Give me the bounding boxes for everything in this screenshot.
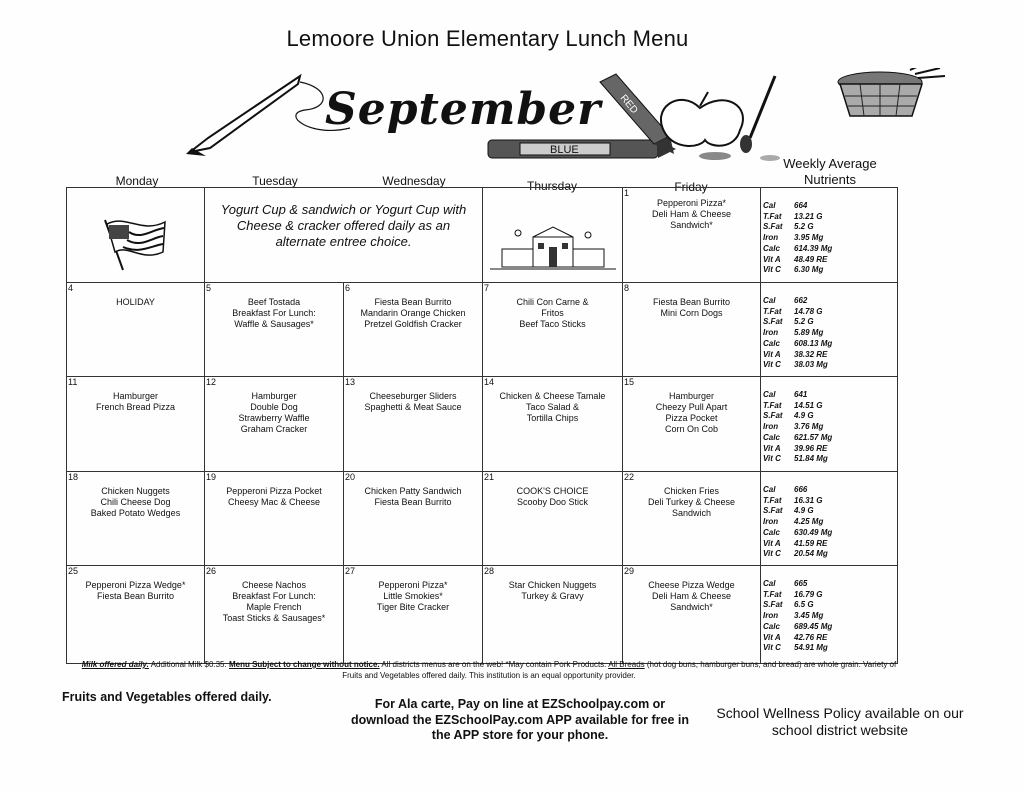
day-cell [623,472,761,566]
nutrient-row [763,643,897,654]
nutrient-name: Iron [763,517,779,527]
month-title: September [325,84,602,135]
date-number: 4 [68,283,74,293]
menu-items: Chicken & Cheese Tamale Taco Salad & Tortilla Chips [499,391,606,423]
nutrient-name: Vit C [763,265,781,275]
date-number: 15 [624,377,635,387]
date-number: 21 [484,472,495,482]
nutrient-value: 630.49 Mg [794,527,833,537]
nutrient-name: Calc [763,338,780,348]
day-cell [623,566,761,664]
menu-items: Beef Tostada Breakfast For Lunch: Waffle & Sausages* [232,297,316,329]
day-cell [483,566,623,664]
apple-icon [661,92,743,146]
day-cell [483,283,623,377]
nutrient-name: T.Fat [763,589,782,599]
nutrient-row [763,517,897,528]
day-cell [67,188,205,283]
week-row [67,566,898,664]
day-cell [483,377,623,472]
nutrient-value: 3.76 Mg [794,422,824,432]
menu-items: Pepperoni Pizza Pocket Cheesy Mac & Cheese [226,486,322,507]
nutrient-value: 14.51 G [794,400,823,410]
day-cell [483,188,623,283]
nutrient-row [763,350,897,361]
nutrient-row [763,579,897,590]
american-flag-icon [101,212,171,272]
nutrient-row [763,328,897,339]
nutrient-name: Iron [763,611,779,621]
day-cell [67,566,205,664]
nutrient-value: 662 [794,296,808,305]
nutrient-row [763,528,897,539]
nutrient-name: Cal [763,296,776,305]
nutrient-name: Vit A [763,349,781,359]
week-row [67,472,898,566]
nutrient-row [763,444,897,455]
nutrient-name: S.Fat [763,317,783,327]
nutrient-list [761,188,897,276]
nutrient-row [763,485,897,496]
pencil-icon [186,76,300,156]
week-row [67,188,898,283]
nutrient-row [763,401,897,412]
day-cell [344,472,483,566]
nutrient-row [763,360,897,371]
nutrient-value: 5.2 G [794,222,814,232]
nutrient-name: Vit C [763,454,781,464]
day-header-friday: Friday [674,180,708,194]
nutrient-name: Iron [763,328,779,338]
blue-crayon-label: BLUE [550,144,579,156]
nutrient-value: 4.9 G [794,506,814,516]
nutrient-value: 20.54 Mg [794,549,828,559]
nutrient-value: 5.2 G [794,317,814,327]
nutrient-value: 42.76 RE [794,632,828,642]
date-number: 22 [624,472,635,482]
week-row [67,377,898,472]
nutrient-name: T.Fat [763,306,782,316]
menu-footnote [74,659,904,681]
page-title: Lemoore Union Elementary Lunch Menu [286,26,689,51]
nutrient-name: Cal [763,485,776,494]
nutrient-list [761,566,897,654]
nutrient-name: Calc [763,432,780,442]
nutrient-name: Vit A [763,538,781,548]
date-number: 27 [345,566,356,576]
date-number: 12 [206,377,217,387]
menu-calendar [66,187,897,663]
date-number: 25 [68,566,79,576]
day-cell [623,188,761,283]
nutrient-value: 38.03 Mg [794,360,828,370]
menu-items: Cheese Pizza Wedge Deli Ham & Cheese Sandwich* [648,580,735,612]
nutrient-value: 614.39 Mg [794,243,833,253]
nutrient-row [763,633,897,644]
nutrient-row [763,539,897,550]
nutrient-value: 666 [794,485,808,494]
nutrient-name: T.Fat [763,495,782,505]
day-cell [67,472,205,566]
vegetable-basket-icon [838,68,945,116]
nutrient-list [761,283,897,371]
date-number: 11 [68,377,78,387]
nutrient-name: Calc [763,621,780,631]
day-cell [623,377,761,472]
date-number: 28 [484,566,495,576]
nutrient-row [763,265,897,276]
menu-items: Hamburger French Bread Pizza [95,391,176,412]
date-number: 1 [624,188,630,198]
nutrient-value: 39.96 RE [794,443,828,453]
subject-note: Menu Subject to change without notice. [228,660,380,669]
nutrient-value: 641 [794,390,808,399]
additional-milk-note: Additional Milk $0.35. [148,660,229,669]
day-header-tuesday: Tuesday [252,174,298,188]
nutrient-list [761,377,897,465]
day-header-monday: Monday [115,174,159,188]
nutrient-name: Vit C [763,549,781,559]
nutrient-name: Vit A [763,443,781,453]
day-cell [483,472,623,566]
nutrient-value: 6.30 Mg [794,265,824,275]
day-header-wednesday: Wednesday [382,174,446,188]
nutrient-row [763,496,897,507]
day-cell [205,377,344,472]
menu-items: Chicken Fries Deli Turkey & Cheese Sandwich [647,486,736,518]
day-cell [67,377,205,472]
blue-crayon-icon [488,140,676,158]
nutrient-name: S.Fat [763,411,783,421]
date-number: 29 [624,566,635,576]
nutrient-row [763,590,897,601]
menu-items: HOLIDAY [116,297,155,307]
nutrient-row [763,222,897,233]
nutrient-value: 48.49 RE [794,254,828,264]
nutrient-name: S.Fat [763,506,783,516]
payment-note: For Ala carte, Pay on line at EZSchoolpay.com or download the EZSchoolPay.com APP available for free in the APP store for your phone. [350,697,690,742]
nutrient-row [763,611,897,622]
nutrient-value: 14.78 G [794,306,823,316]
menu-items: Pepperoni Pizza* Little Smokies* Tiger Bite Cracker [376,580,450,612]
nutrient-name: Cal [763,390,776,399]
nutrient-value: 4.25 Mg [794,517,824,527]
nutrient-row [763,390,897,401]
day-cell [205,472,344,566]
school-building-icon [488,223,618,273]
menu-items: Hamburger Cheezy Pull Apart Pizza Pocket Corn On Cob [655,391,728,434]
nutrient-row [763,506,897,517]
nutrient-name: Cal [763,201,776,210]
nutrient-row [763,549,897,560]
footnote-rest: (hot dog buns, hamburger buns, and bread) are whole grain. Variety of Fruits and Vegetables offered daily. This institution is an equal opportunity provider. [342,660,897,680]
nutrient-value: 6.5 G [794,600,814,610]
nutrient-name: Cal [763,579,776,588]
nutrient-name: Vit A [763,632,781,642]
menu-items: Pepperoni Pizza* Deli Ham & Cheese Sandwich* [651,198,732,230]
week-row [67,283,898,377]
date-number: 26 [206,566,217,576]
nutrient-row [763,339,897,350]
nutrient-row [763,296,897,307]
date-number: 8 [624,283,630,293]
menu-items: Cheeseburger Sliders Spaghetti & Meat Sauce [364,391,462,412]
nutrient-value: 608.13 Mg [794,338,833,348]
menu-items: Chicken Nuggets Chili Cheese Dog Baked Potato Wedges [90,486,181,518]
nutrient-name: Vit C [763,360,781,370]
nutrient-row [763,317,897,328]
day-cell [205,283,344,377]
nutrient-value: 16.79 G [794,589,823,599]
weekly-nutrients-cell [761,566,898,664]
nutrient-name: Iron [763,422,779,432]
nutrient-row [763,307,897,318]
menu-items: Fiesta Bean Burrito Mandarin Orange Chicken Pretzel Goldfish Cracker [360,297,466,329]
date-number: 5 [206,283,212,293]
menu-items: COOK'S CHOICE Scooby Doo Stick [516,486,589,507]
nutrient-name: S.Fat [763,600,783,610]
date-number: 13 [345,377,356,387]
nutrient-value: 689.45 Mg [794,621,833,631]
nutrient-value: 3.45 Mg [794,611,824,621]
breads-note: All Breads [608,660,645,669]
date-number: 7 [484,283,490,293]
date-number: 6 [345,283,351,293]
day-cell [344,283,483,377]
date-number: 18 [68,472,79,482]
nutrient-row [763,600,897,611]
nutrient-row [763,212,897,223]
nutrient-value: 664 [794,201,808,210]
day-header-thursday: Thursday [526,179,578,193]
weekly-nutrients-header: Weekly Average Nutrients [783,156,877,187]
menu-items: Pepperoni Pizza Wedge* Fiesta Bean Burrito [85,580,186,601]
nutrient-name: Calc [763,527,780,537]
nutrient-row [763,255,897,266]
day-cell [344,566,483,664]
menu-items: Chili Con Carne & Fritos Beef Taco Sticks [516,297,589,329]
nutrient-value: 54.91 Mg [794,643,828,653]
nutrient-row [763,422,897,433]
day-cell [205,566,344,664]
day-cell [623,283,761,377]
date-number: 20 [345,472,356,482]
nutrient-row [763,622,897,633]
nutrient-value: 4.9 G [794,411,814,421]
nutrient-value: 5.89 Mg [794,328,824,338]
nutrient-name: Vit A [763,254,781,264]
nutrient-row [763,454,897,465]
nutrient-value: 41.59 RE [794,538,828,548]
nutrient-row [763,433,897,444]
nutrient-row [763,244,897,255]
nutrient-value: 3.95 Mg [794,233,824,243]
nutrient-row [763,233,897,244]
nutrient-name: Iron [763,233,779,243]
alternate-entree-note: Yogurt Cup & sandwich or Yogurt Cup with Cheese & cracker offered daily as an alternate entree choice. [220,202,467,249]
weekly-nutrients-cell [761,188,898,283]
milk-note: Milk offered daily. [81,660,149,669]
nutrient-value: 13.21 G [794,211,823,221]
nutrient-list [761,472,897,560]
nutrient-name: Calc [763,243,780,253]
menu-items: Star Chicken Nuggets Turkey & Gravy [508,580,597,601]
nutrient-value: 51.84 Mg [794,454,828,464]
nutrient-name: Vit C [763,643,781,653]
nutrient-value: 665 [794,579,808,588]
alternate-entree-cell [205,188,483,283]
date-number: 19 [206,472,217,482]
nutrient-name: S.Fat [763,222,783,232]
wellness-policy-note: School Wellness Policy available on our school district website [716,705,964,738]
date-number: 14 [484,377,495,387]
nutrient-value: 16.31 G [794,495,823,505]
weekly-nutrients-cell [761,472,898,566]
weekly-nutrients-cell [761,377,898,472]
menu-items: Cheese Nachos Breakfast For Lunch: Maple French Toast Sticks & Sausages* [222,580,326,623]
nutrient-value: 38.32 RE [794,349,828,359]
menu-items: Fiesta Bean Burrito Mini Corn Dogs [652,297,731,318]
menu-items: Hamburger Double Dog Strawberry Waffle Graham Cracker [238,391,310,434]
districts-note: All districts menus are on the web! *May contain Pork Products. [379,660,609,669]
fruits-vegetables-note: Fruits and Vegetables offered daily. [62,690,272,704]
menu-items: Chicken Patty Sandwich Fiesta Bean Burrito [364,486,462,507]
nutrient-row [763,201,897,212]
nutrient-value: 621.57 Mg [794,432,833,442]
red-crayon-label: RED [617,92,640,117]
nutrient-name: T.Fat [763,400,782,410]
weekly-nutrients-cell [761,283,898,377]
nutrient-name: T.Fat [763,211,782,221]
day-cell [67,283,205,377]
nutrient-row [763,411,897,422]
day-cell [344,377,483,472]
